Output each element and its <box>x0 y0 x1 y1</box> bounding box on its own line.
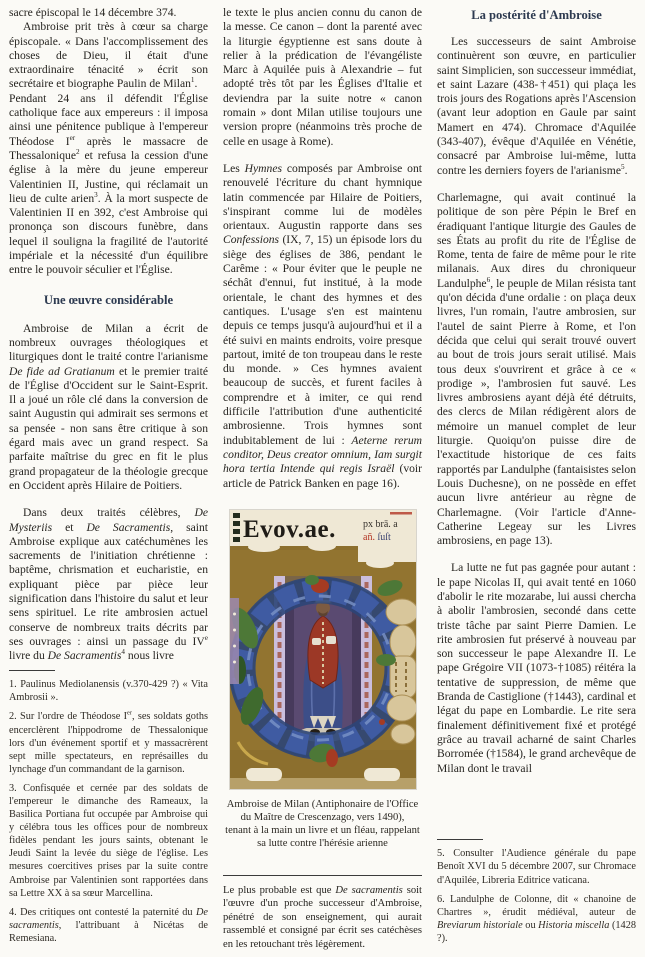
paragraph-successors: Les successeurs de saint Ambroise continuèrent son œuvre, en particulier saint Simplicien, son successeur immédiat, et saint Lazare (438-†451) qui plaça les trois jours des Rogations après l'Ascension (avant leur adoption en Gaule par saint Mamert en 474). Chromace d'Aquilée (343-407), évêque d'Aquilée en Vénétie, consacré par Ambroise lui-même, lutta contre les derniers foyers de l'arianisme$^5$. <box>437 35 636 177</box>
footnote-3: 3. Confisquée et cernée par des soldats de l'empereur le dimanche des Rameaux, la Basilica Portiana fut occupée par Ambroise qui y célébra tous les offices pour de nombreux fidèles pendant les jours saints, obtenant le Jeudi Saint la levée du siège de l'église. Les mesures coercitives prises par la suite contre Ambroise par Valentinien sont rapportées dans sa Lettre XX à sa sœur Marcellina. <box>9 782 208 899</box>
column-2-note-block <box>223 875 422 952</box>
caption-line: sa lutte contre l'hérésie arienne <box>257 837 388 849</box>
column-1-main <box>9 6 208 663</box>
paragraph-emperors: Pendant 24 ans il défendit l'Église catholique face aux empereurs : il imposa ainsi une pénitence publique à l'empereur Théodose Ier après le massacre de Thessalonique$^2$ et refusa la cession d'une église à la mère du jeune empereur Valentinien II, Justine, qui réclamait un lieu de culte arien$^3$. À la mort suspecte de Valentinien II en 392, c'est Ambroise qui prononça son discours funèbre, dans lequel il souligna la fragilité de l'autorité impériale et la nécessité d'un équilibre entre le pouvoir séculier et l'Église. <box>9 91 208 277</box>
manuscript-corner-text: px brā. a <box>362 518 398 530</box>
paragraph-canon: le texte le plus ancien connu du canon de la messe. Ce canon – dont la parenté avec la liturgie égyptienne est sans doute à relier à la prédication de l'évangéliste Marc à Aquilée puis à Alexandrie – fut adopté très tôt par les Églises d'Italie et deviendra par la suite notre « canon romain » dont Milan utilise toujours une version propre (néanmoins très proche de celle en usage à Rome). <box>223 6 422 148</box>
footnote-4: 4. Des critiques ont contesté la paternité du De sacramentis, l'attribuant à Nicétas de Remesiana. <box>9 906 208 944</box>
footnote-separator <box>437 839 483 840</box>
paragraph-charlemagne: Charlemagne, qui avait continué la politique de son père Pépin le Bref en éradiquant l'antique liturgie des Gaules de ses États au profit du rite de l'Église de Rome, tenta de faire de même pour le rite milanais. Aux dires du chroniqueur Landulphe$^6$, le peuple de Milan résista tant qu'on décida d'une ordalie : on plaça deux livres, l'un romain, l'autre ambrosien, sur l'autel de saint Pierre à Rome, et l'on décida que celui qui serait trouvé ouvert au bout de trois jours serait utilisé. Mais tous deux s'ouvrirent et grâce à ce « prodige », l'ambrosien fut sauvé. Les livres ambrosiens ayant déjà été détruits, des clercs de Milan rédigèrent alors de mémoire un manuel complet de leur liturgie. Quoiqu'on puisse dire de l'exactitude historique de ces faits rapportés par Landulphe (fantaisistes selon Louis Duchesne), on ne possède en effet aucun livre antérieur au règne de Charlemagne. (Voir l'article d'Anne-Catherine Legeay sur les Livres ambrosiens, en page 13). <box>437 190 636 548</box>
bottom-tab-right <box>364 768 400 781</box>
column-3 <box>437 6 636 951</box>
manuscript-script-text: Evov.ae. <box>242 515 336 543</box>
continuation-paragraph: sacre épiscopal le 14 décembre 374. <box>9 6 177 19</box>
figure-illumination <box>229 509 417 790</box>
footnote-1: 1. Paulinus Mediolanensis (v.370-429 ?) « Vita Ambrosii ». <box>9 679 208 704</box>
footnote-5: 5. Consulter l'Audience générale du pape Benoît XVI du 5 décembre 2007, sur Chromace d'Aquilée, Libreria Editrice vaticana. <box>437 848 636 886</box>
note-separator <box>223 875 422 876</box>
paragraph-treatises: Dans deux traités célèbres, De Mysteriis et De Sacramentis, saint Ambroise explique aux catéchumènes les sacrements de l'initiation chrétienne : baptême, chrismation et eucharistie, en expliquant pièce par pièce leur signification dans l'histoire du salut et leur sens spirituel. Le rite ambrosien actuel conserve de nombreux traits décrits par ses ouvrages : ainsi un passage du IVe livre du De Sacramentis$^4$ nous livre <box>9 506 208 663</box>
caption-line: Ambroise de Milan (Antiphonaire de l'Office <box>226 798 419 810</box>
section-heading-oeuvre: Une œuvre considérable <box>43 292 174 307</box>
paragraph-works: Ambroise de Milan a écrit de nombreux ouvrages théologiques et liturgiques dont le traité contre l'arianisme De fide ad Gratianum et le premier traité de l'Église d'Occident sur le Saint-Esprit. Il a joué un rôle clé dans la conversion de saint Augustin qui admirait ses sermons et sa pensée - non sans être critique à son égard mais avec un grand respect. Sa parfaite maîtrise du grec en fit le plus grand propagateur de la théologie grecque en Occident après Hilaire de Poitiers. <box>9 321 208 492</box>
paragraph-episcopal-charge: Ambroise prit très à cœur sa charge épiscopale. « Dans l'accomplissement des choses de Dieu, il était d'une extraordinaire ténacité » écrit son secrétaire et biographe Paulin de Milan$^1$. <box>9 20 208 91</box>
footnote-4-continuation: Le plus probable est que De sacramentis soit l'œuvre d'un proche successeur d'Ambroise, pénétré de son enseignement, qui aurait rassemblé et consigné par écrit ses catéchèses en les retouchant très légèrement. <box>223 884 422 950</box>
paragraph-hymnes: Les Hymnes composés par Ambroise ont renouvelé l'écriture du chant hymnique latin commencée par Hilaire de Poitiers, s'inspirant comme lui de modèles orientaux. Augustin rapporte dans ses Confessions (IX, 7, 15) un épisode lors du siège des églises de 386, pendant le Carême : « Pour éviter que le peuple ne séchât d'ennui, fut institué, à la mode orientale, le chant des hymnes et des cantiques. L'usage s'en est maintenu depuis ce temps jusqu'à aujourd'hui et il a été suivi en maints endroits, voire presque partout, imité de ton troupeau dans le reste du monde. » Ces hymnes avaient beaucoup de succès, et furent faciles à comprendre et à imiter, ce qui rend difficile l'attribution d'une authenticité ambrosienne. Trois hymnes sont indubitablement de lui : Aeterne rerum conditor, Deus creator omnium, Iam surgit hora tertia Intende qui regis Israël (voir article de Patrick Banken en page 16). <box>223 161 423 490</box>
bottom-tab-left <box>246 768 282 781</box>
footnote-separator <box>9 670 55 671</box>
figure-caption <box>223 799 422 851</box>
footnote-6: 6. Landulphe de Colonne, dit « chanoine de Chartres », érudit médiéval, auteur de Breviarum historiale ou Historia miscella (1428 ?). <box>437 893 636 944</box>
column-2 <box>223 6 422 951</box>
paragraph-popes: La lutte ne fut pas gagnée pour autant : le pape Nicolas II, qui avait tenté en 1060 d'abolir le rite mozarabe, lui aussi chercha à abolir l'ambrosien, secondé dans cette triste tâche par saint Pierre Damien. Le rite ambrosien fut préservé à nouveau par son successeur le pape Alexandre II. Le pape Grégoire VII (1073-†1085) réitéra la tentative de suppression, de même que Branda de Castiglione (†1443), cardinal et légat du pape en Lombardie. Le rite sera finalement définitivement fixé et protégé grâce au travail acharné de saint Charles Borromée (†1584), le grand archevêque de Milan dont le travail <box>437 561 636 775</box>
column-1 <box>9 6 208 951</box>
illumination-image <box>230 510 416 789</box>
manuscript-rubric: añ. ſuſt <box>362 531 391 543</box>
margin-strip <box>230 598 239 684</box>
column-1-footnotes <box>9 670 208 951</box>
section-heading-posterite: La postérité d'Ambroise <box>471 8 602 22</box>
caption-line: du Maître de Crescenzago, vers 1490), <box>240 811 405 823</box>
caption-line: tenant à la main un livre et un fléau, rappelant <box>225 824 420 836</box>
footnote-2: 2. Sur l'ordre de Théodose Ier, ses soldats goths encerclèrent l'hippodrome de Thessalonique lors d'un événement sportif et y massacrèrent sept mille spectateurs, en représailles du lynchage d'un commandant de la garnison. <box>9 709 208 775</box>
column-3-main <box>437 6 636 776</box>
column-3-footnotes <box>437 839 636 951</box>
